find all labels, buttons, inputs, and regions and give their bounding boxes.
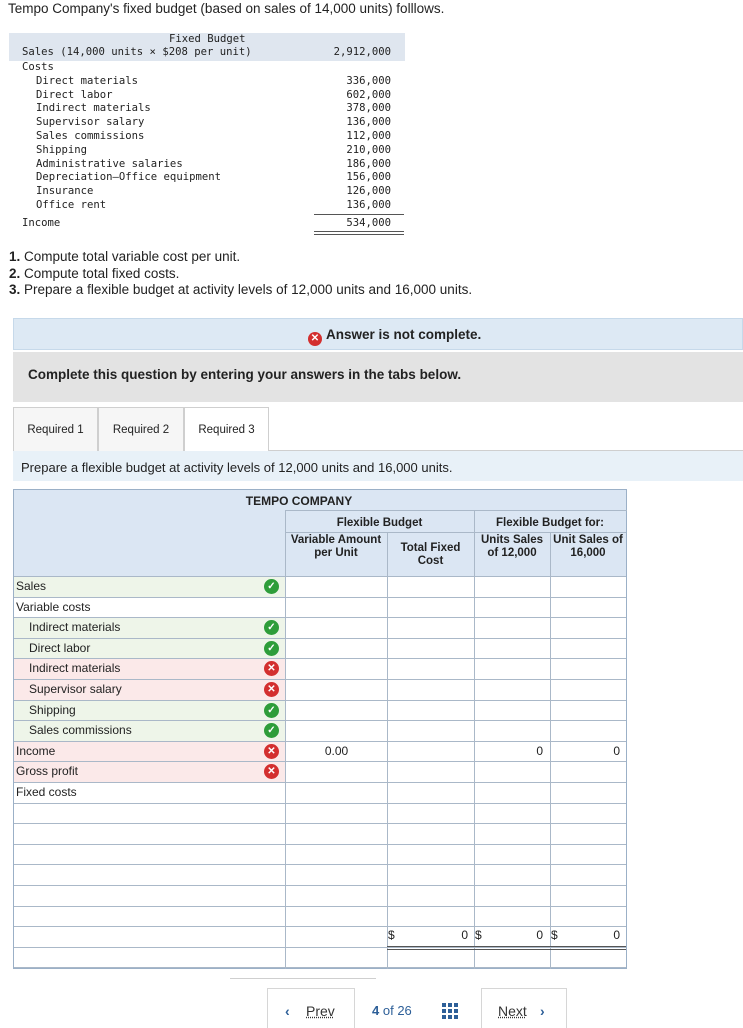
budget-row xyxy=(14,761,626,782)
grid-menu-icon[interactable] xyxy=(442,1003,458,1019)
fb-cost-value: 126,000 xyxy=(346,185,391,198)
row-label: Income xyxy=(16,743,56,758)
col-16000-header: Unit Sales of 16,000 xyxy=(553,534,623,559)
check-icon: ✓ xyxy=(264,723,279,738)
fb-cost-label: Direct materials xyxy=(36,74,139,87)
budget-row xyxy=(14,720,626,741)
row-label: Sales commissions xyxy=(29,723,132,738)
row-label: Indirect materials xyxy=(29,620,121,635)
fb-cost-value: 210,000 xyxy=(346,143,391,156)
fb-cost-value: 136,000 xyxy=(346,116,391,129)
fb-cost-label: Depreciation—Office equipment xyxy=(36,171,221,184)
intro-text: Tempo Company's fixed budget (based on sales of 14,000 units) folllows. xyxy=(8,1,445,16)
fb-cost-row xyxy=(9,102,405,116)
fb-cost-row xyxy=(9,158,405,172)
budget-12000-input[interactable]: 0 xyxy=(536,743,543,758)
instruction-text: Complete this question by entering your answers in the tabs below. xyxy=(28,367,462,382)
total-12000-value[interactable]: 0 xyxy=(536,928,543,942)
fb-sales-value: 2,912,000 xyxy=(333,46,391,58)
flex-budget-for-header: Flexible Budget for: xyxy=(496,517,604,529)
fb-cost-label: Direct labor xyxy=(36,88,113,101)
fb-cost-label: Sales commissions xyxy=(36,129,145,142)
prev-button[interactable] xyxy=(267,988,355,1028)
prev-label: Prev xyxy=(306,1003,335,1019)
company-title: TEMPO COMPANY xyxy=(245,494,353,508)
fb-cost-row xyxy=(9,116,405,130)
flex-budget-header: Flexible Budget xyxy=(336,517,423,529)
fb-cost-value: 156,000 xyxy=(346,171,391,184)
fb-cost-row xyxy=(9,171,405,185)
fb-cost-row xyxy=(9,89,405,103)
fb-cost-label: Administrative salaries xyxy=(36,157,183,170)
budget-row xyxy=(14,782,626,803)
error-icon: ✕ xyxy=(308,332,322,346)
fb-cost-label: Indirect materials xyxy=(36,102,151,115)
page-current: 4 xyxy=(372,1003,380,1018)
tab-required-2[interactable]: Required 2 xyxy=(98,407,184,451)
fixed-budget-header-label: Fixed Budget xyxy=(169,33,246,45)
check-icon: ✓ xyxy=(264,703,279,718)
fb-cost-row xyxy=(9,144,405,158)
fb-sales-row xyxy=(9,46,405,61)
total-fixed-currency: $ xyxy=(388,928,395,942)
fb-cost-label: Office rent xyxy=(36,198,107,211)
total-16000-currency: $ xyxy=(551,928,558,942)
fb-cost-row xyxy=(9,199,405,213)
budget-row xyxy=(14,658,626,679)
row-label: Gross profit xyxy=(16,764,79,779)
check-icon: ✓ xyxy=(264,620,279,635)
error-icon: ✕ xyxy=(264,661,279,676)
fb-cost-row xyxy=(9,130,405,144)
budget-row xyxy=(14,597,626,618)
fixed-budget-table xyxy=(9,33,405,235)
fb-costs-row xyxy=(9,61,405,75)
panel-text: Prepare a flexible budget at activity levels of 12,000 units and 16,000 units. xyxy=(21,460,453,475)
total-fixed-value[interactable]: 0 xyxy=(461,928,468,942)
budget-row xyxy=(14,617,626,638)
row-label: Direct labor xyxy=(29,640,91,655)
row-label: Variable costs xyxy=(16,599,91,614)
fb-cost-value: 336,000 xyxy=(346,74,391,87)
chevron-left-icon: ‹ xyxy=(285,1003,290,1019)
check-icon: ✓ xyxy=(264,579,279,594)
fb-sales-label: Sales (14,000 units × $208 per unit) xyxy=(22,46,252,58)
row-label: Sales xyxy=(16,579,47,593)
fixed-budget-header xyxy=(9,33,405,46)
question-2: 2. Compute total fixed costs. xyxy=(9,265,180,281)
totals-row xyxy=(14,925,626,946)
fb-income-label: Income xyxy=(22,216,61,229)
budget-row xyxy=(14,576,626,597)
error-icon: ✕ xyxy=(264,744,279,759)
col-12000-header: Units Sales of 12,000 xyxy=(481,534,543,559)
row-label: Supervisor salary xyxy=(29,682,122,696)
tab-required-1[interactable]: Required 1 xyxy=(13,407,98,451)
row-label: Indirect materials xyxy=(29,661,121,676)
chevron-right-icon: › xyxy=(540,1003,545,1019)
banner-text: Answer is not complete. xyxy=(326,327,482,342)
row-label: Fixed costs xyxy=(16,785,77,799)
next-button[interactable] xyxy=(481,988,567,1028)
check-icon: ✓ xyxy=(264,641,279,656)
tab-required-3[interactable]: Required 3 xyxy=(184,407,269,452)
fb-cost-label: Supervisor salary xyxy=(36,116,145,129)
error-icon: ✕ xyxy=(264,764,279,779)
fb-cost-value: 378,000 xyxy=(346,102,391,115)
fb-income-value: 534,000 xyxy=(346,216,391,229)
variable-per-unit-input[interactable]: 0.00 xyxy=(324,743,349,758)
fb-cost-row xyxy=(9,75,405,89)
budget-row xyxy=(14,741,626,762)
row-label-cell[interactable] xyxy=(14,576,285,597)
fb-cost-label: Insurance xyxy=(36,185,94,198)
fb-cost-value: 112,000 xyxy=(346,129,391,142)
total-12000-currency: $ xyxy=(475,928,482,942)
fb-cost-value: 186,000 xyxy=(346,157,391,170)
budget-row xyxy=(14,700,626,721)
col-fixed-header: Total Fixed Cost xyxy=(400,542,461,567)
fb-costs-label: Costs xyxy=(22,61,54,73)
fb-cost-row xyxy=(9,185,405,199)
fb-cost-value: 136,000 xyxy=(346,198,391,211)
budget-row xyxy=(14,638,626,659)
page-total: 26 xyxy=(397,1003,412,1018)
budget-16000-input[interactable]: 0 xyxy=(613,743,620,758)
question-3: 3. Prepare a flexible budget at activity levels of 12,000 units and 16,000 units. xyxy=(9,282,473,297)
flexible-budget-grid xyxy=(13,489,627,969)
total-16000-value[interactable]: 0 xyxy=(613,928,620,942)
col-variable-header: Variable Amount per Unit xyxy=(290,534,382,559)
fb-income-row xyxy=(9,217,405,231)
page-of: of xyxy=(382,1003,394,1018)
fb-cost-value: 602,000 xyxy=(346,88,391,101)
budget-row xyxy=(14,679,626,700)
tab-panel xyxy=(13,451,743,481)
fb-cost-label: Shipping xyxy=(36,143,88,156)
instruction-box xyxy=(13,352,743,402)
row-label: Shipping xyxy=(29,702,76,717)
error-icon: ✕ xyxy=(264,682,279,697)
answer-incomplete-banner xyxy=(13,318,743,350)
question-1: 1. Compute total variable cost per unit. xyxy=(9,249,241,264)
page-indicator xyxy=(372,1003,412,1018)
next-label: Next xyxy=(498,1003,527,1019)
question-list xyxy=(9,249,472,299)
